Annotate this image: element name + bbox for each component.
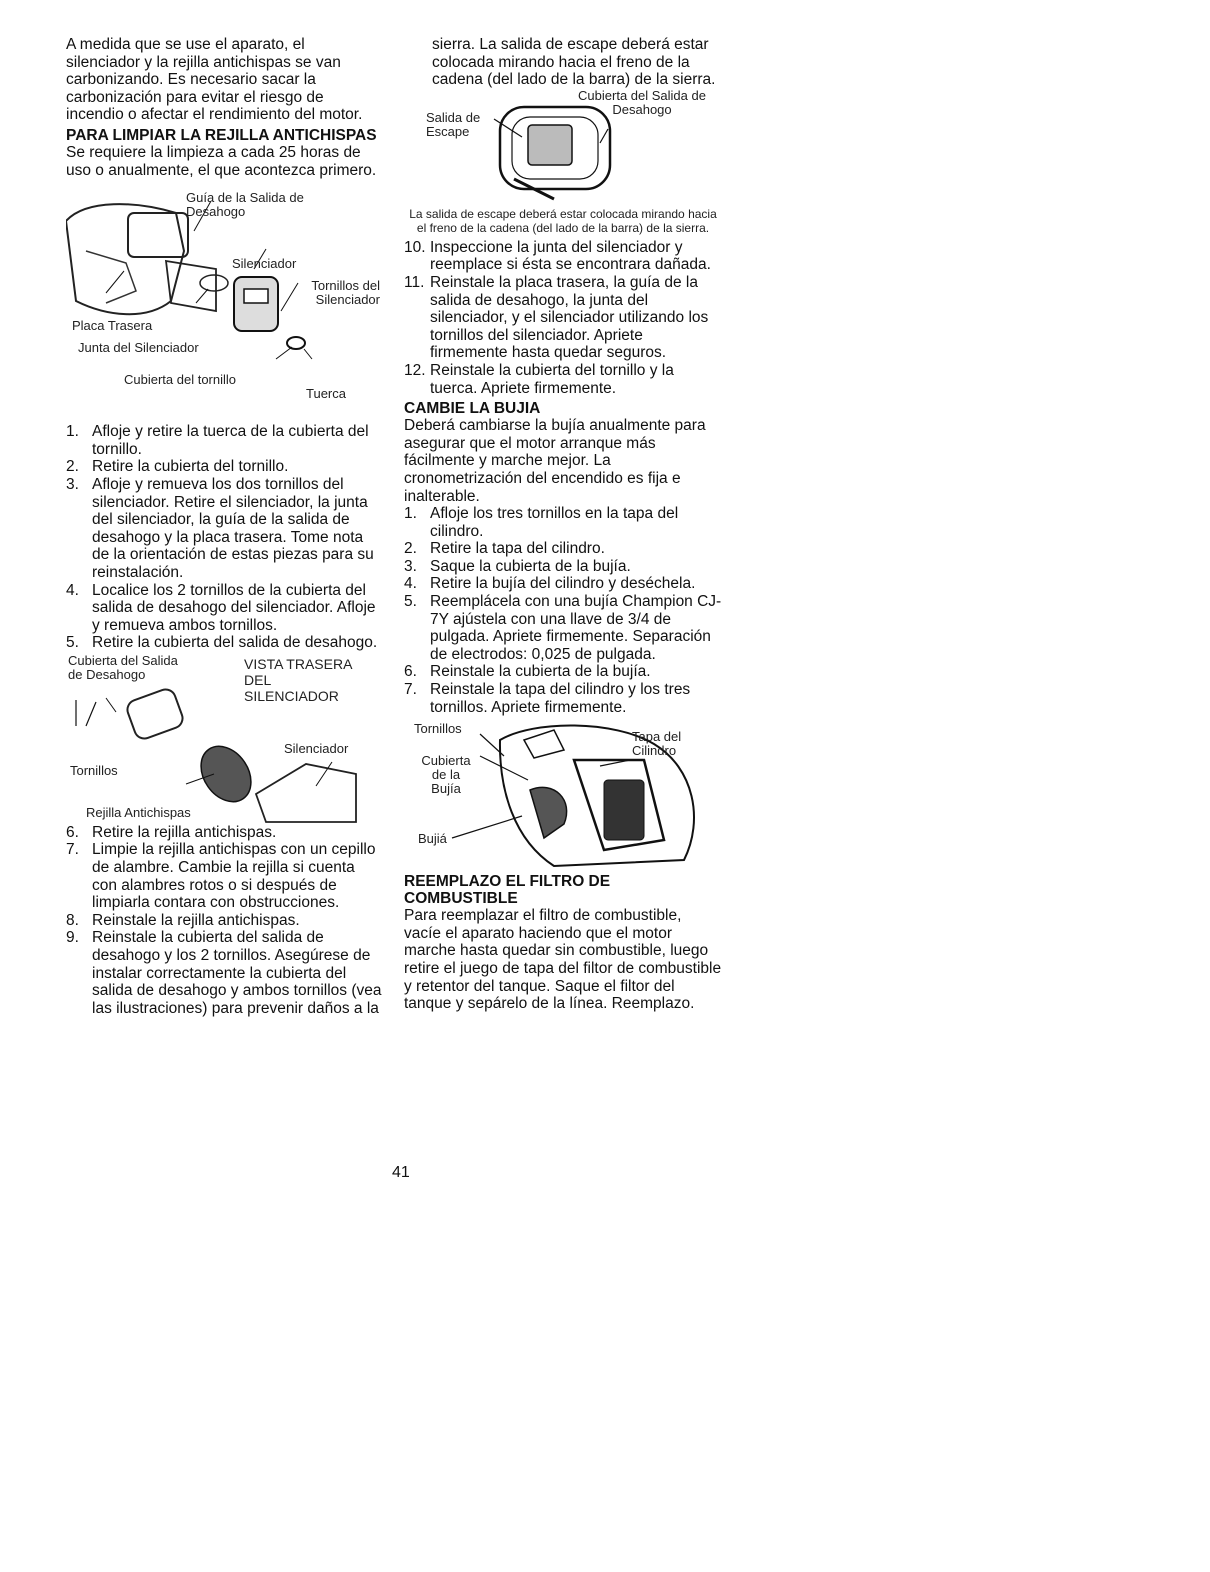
step-item: 7. Limpie la rejilla antichispas con un cepillo de alambre. Cambie la rejilla si cuenta con alambres rotos o si después de limpiarla contara con obstrucciones. <box>66 841 376 912</box>
label-rejilla: Rejilla Antichispas <box>86 804 191 820</box>
continuation-paragraph: sierra. La salida de escape deberá estar colocada mirando hacia el freno de la cadena (del lado de la barra) de la sierra. <box>432 36 716 89</box>
left-column <box>66 36 382 1017</box>
spark-plug-figure <box>404 720 722 870</box>
label-cubierta-salida-desahogo: Cubierta del Salida de Desahogo <box>578 87 706 117</box>
step-item: 1. Afloje y retire la tuerca de la cubierta del tornillo. <box>66 423 369 458</box>
intro-paragraph: A medida que se use el aparato, el silenciador y la rejilla antichispas se van carbonizando. Es necesario sacar la carbonización para evitar el riesgo de incendio o afectar el rendimiento del motor. <box>66 36 363 124</box>
step-item: 5. Retire la cubierta del salida de desahogo. <box>66 634 378 652</box>
label-silenciador-2: Silenciador <box>284 740 349 756</box>
step-item: 3. Saque la cubierta de la bujía. <box>404 557 631 575</box>
step-item: 1. Afloje los tres tornillos en la tapa del cilindro. <box>404 505 679 540</box>
steps-list-1 <box>66 423 382 652</box>
steps-list-3 <box>404 239 722 397</box>
right-column <box>404 36 722 1013</box>
steps-list-4 <box>404 505 722 716</box>
step-item: 7. Reinstale la tapa del cilindro y los tres tornillos. Apriete firmemente. <box>404 681 691 716</box>
step-item: 6. Retire la rejilla antichispas. <box>66 823 277 841</box>
step-item: 12. Reinstale la cubierta del tornillo y la tuerca. Apriete firmemente. <box>404 361 674 397</box>
label-guia-salida: Guía de la Salida de Desahogo <box>186 190 304 220</box>
exhaust-caption: La salida de escape deberá estar colocada mirando hacia el freno de la cadena (del lado de la barra) de la sierra. <box>409 206 717 235</box>
muffler-exploded-figure <box>66 191 382 423</box>
exhaust-outlet-figure <box>404 89 722 205</box>
step-item: 3. Afloje y remueva los dos tornillos del silenciador. Retire el silenciador, la junta del silenciador, la guía de la salida de desahogo y la placa trasera. Tome nota de la orientación de estas piezas para su reinstalación. <box>66 475 374 581</box>
heading-bujia: CAMBIE LA BUJIA <box>404 400 541 418</box>
cleaning-interval-paragraph: Se requiere la limpieza a cada 25 horas de uso o anualmente, el que acontezca primero. <box>66 143 377 179</box>
step-item: 4. Retire la bujía del cilindro y deséchela. <box>404 575 696 593</box>
label-tapa-cilindro: Tapa del Cilindro <box>632 729 682 759</box>
label-placa-trasera: Placa Trasera <box>72 318 153 334</box>
label-cubierta-salida: Cubierta del Salida de Desahogo <box>68 652 178 682</box>
label-tornillos-silenciador: Tornillos del Silenciador <box>311 278 380 308</box>
step-item: 4. Localice los 2 tornillos de la cubierta del salida de desahogo del silenciador. Afloje y remueva ambos tornillos. <box>66 581 376 634</box>
label-vista-trasera: VISTA TRASERA DEL SILENCIADOR <box>244 655 352 704</box>
step-item: 10. Inspeccione la junta del silenciador y reemplace si ésta se encontrara dañada. <box>404 238 711 274</box>
step-item: 11. Reinstale la placa trasera, la guía de la salida de desahogo, la junta del silenciador, y el silenciador utilizando los tornillos del silenciador. Apriete firmemente hasta quedar seguros. <box>404 273 709 362</box>
bujia-paragraph: Deberá cambiarse la bujía anualmente para asegurar que el motor arranque más fácilmente y marche mejor. La cronometrización del encendido es fija e inalterable. <box>404 417 706 505</box>
filtro-paragraph: Para reemplazar el filtro de combustible, vacíe el aparato haciendo que el motor marche hasta quedar sin combustible, luego retire el juego de tapa del filtor de combustible y retentor del tanque. Saque el filtor del tanque y sepárelo de la línea. Reemplazo. <box>404 907 722 1013</box>
heading-filtro: REEMPLAZO EL FILTRO DE COMBUSTIBLE <box>404 873 611 908</box>
step-item: 9. Reinstale la cubierta del salida de desahogo y los 2 tornillos. Asegúrese de instalar correctamente la cubierta del salida de desahogo y ambos tornillos (vea las ilustraciones) para prevenir daños a la <box>66 929 382 1017</box>
steps-list-2 <box>66 824 382 1018</box>
step-item: 2. Retire la tapa del cilindro. <box>404 540 605 558</box>
label-salida-escape: Salida de Escape <box>426 109 481 139</box>
label-cubierta-bujia: Cubierta de la Bujía <box>421 753 471 797</box>
heading-rejilla: PARA LIMPIAR LA REJILLA ANTICHISPAS <box>66 126 377 144</box>
label-tuerca: Tuerca <box>306 386 346 402</box>
page-number: 41 <box>392 1164 410 1181</box>
step-item: 6. Reinstale la cubierta de la bujía. <box>404 663 651 681</box>
label-silenciador: Silenciador <box>232 256 297 272</box>
label-bujia: Bujiá <box>418 831 447 847</box>
label-cubierta-tornillo: Cubierta del tornillo <box>124 372 237 388</box>
label-tornillos: Tornillos <box>70 762 118 778</box>
label-junta-silenciador: Junta del Silenciador <box>78 340 199 356</box>
step-item: 2. Retire la cubierta del tornillo. <box>66 458 289 476</box>
label-tornillos-tapa: Tornillos <box>414 721 462 737</box>
spark-screen-figure <box>66 654 382 824</box>
step-item: 8. Reinstale la rejilla antichispas. <box>66 911 300 929</box>
step-item: 5. Reemplácela con una bujía Champion CJ-7Y ajústela con una llave de 3/4 de pulgada. Apriete firmemente. Separación de electrodos: 0,025 de pulgada. <box>404 593 722 663</box>
